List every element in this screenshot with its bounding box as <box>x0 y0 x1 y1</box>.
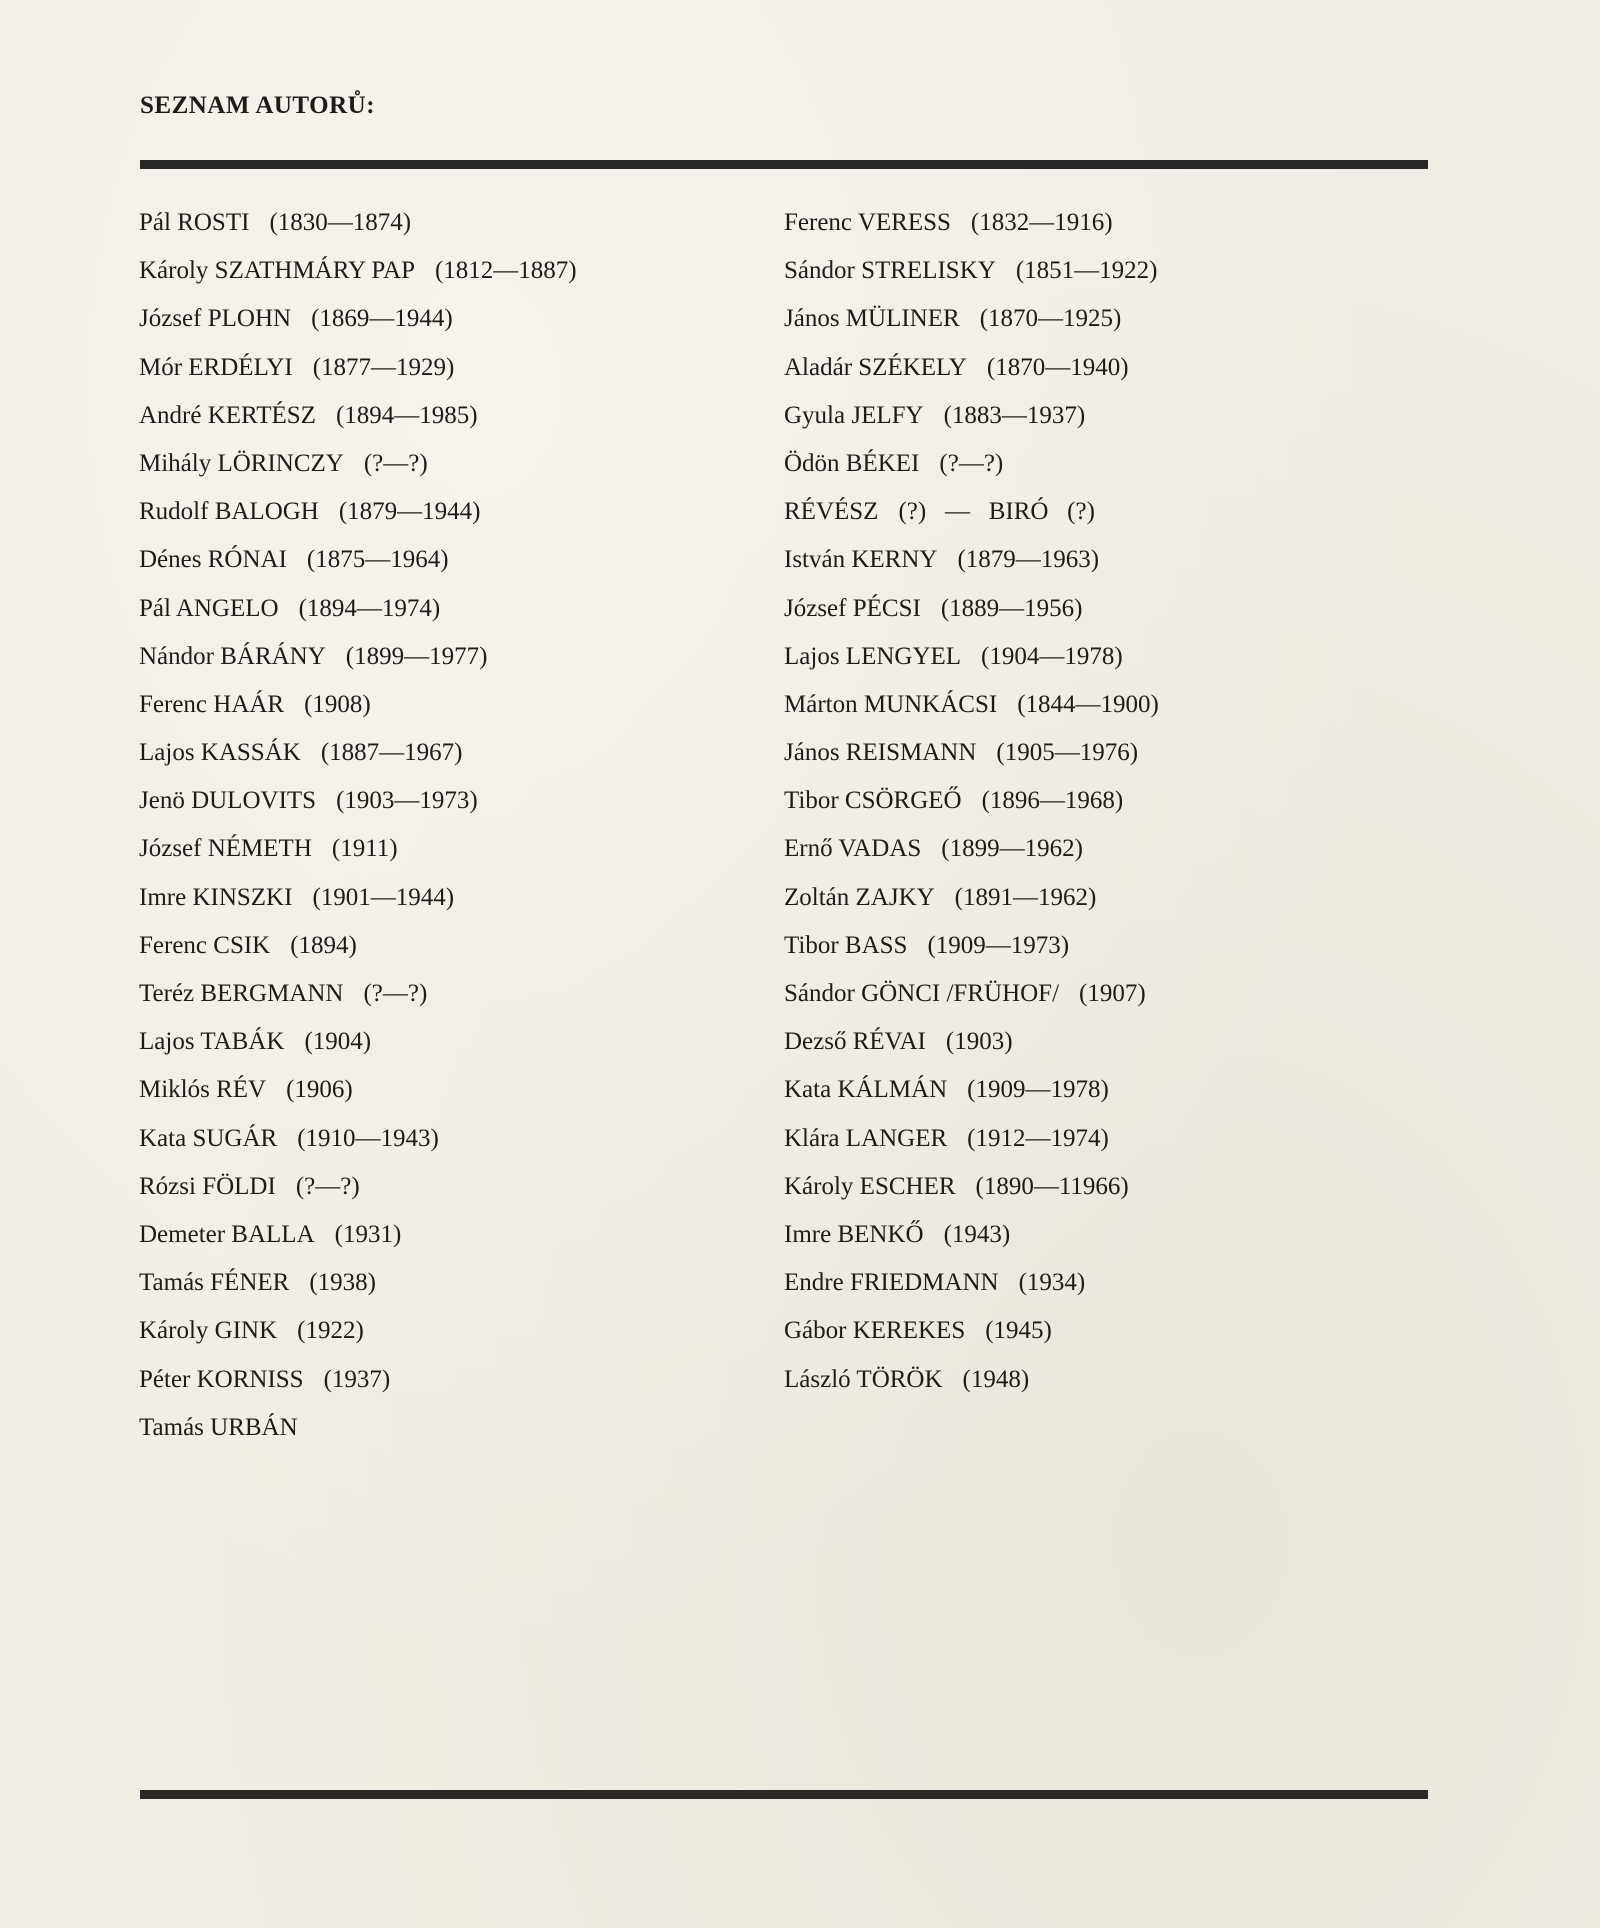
author-years: (1906) <box>286 1076 353 1104</box>
author-entry <box>139 1211 577 1259</box>
author-years: (1899—1977) <box>345 642 488 670</box>
author-name: Ferenc HAÁR <box>139 690 285 718</box>
author-name: Dénes RÓNAI <box>139 546 287 574</box>
author-entry <box>784 825 1159 873</box>
author-years: (?—?) <box>363 980 428 1007</box>
author-list-right <box>784 199 1159 1404</box>
author-entry <box>139 344 577 392</box>
author-name: Ferenc VERESS <box>784 209 951 236</box>
author-years: (1894—1985) <box>335 401 478 429</box>
author-years: (1844—1900) <box>1017 690 1159 718</box>
author-years: (1870—1940) <box>986 353 1129 381</box>
author-years: (?—?) <box>295 1172 360 1200</box>
author-name: Kata SUGÁR <box>139 1124 278 1152</box>
author-entry <box>784 440 1159 488</box>
author-years: (1830—1874) <box>269 209 412 236</box>
author-name: József PLOHN <box>139 305 292 333</box>
bottom-divider <box>140 1790 1428 1799</box>
author-years: (1869—1944) <box>311 305 453 333</box>
author-years: (1903) <box>945 1028 1013 1056</box>
author-years: (1905—1976) <box>996 739 1139 767</box>
author-years: (?—?) <box>363 449 428 477</box>
author-years: (1904—1978) <box>981 642 1123 670</box>
author-entry <box>139 585 577 633</box>
author-years: (?—?) <box>939 449 1004 477</box>
author-entry <box>784 1259 1159 1307</box>
author-entry <box>784 1163 1159 1211</box>
author-name: Imre BENKŐ <box>784 1220 924 1248</box>
author-entry <box>139 633 577 681</box>
author-years: (1877—1929) <box>312 353 455 381</box>
author-entry <box>139 1356 577 1404</box>
author-name: Péter KORNISS <box>139 1365 304 1393</box>
author-name: Lajos TABÁK <box>139 1028 285 1056</box>
author-name: János MÜLINER <box>784 305 960 333</box>
author-name: Gábor KEREKES <box>784 1317 966 1345</box>
author-name: Tamás URBÁN <box>139 1413 298 1441</box>
author-name: Károly SZATHMÁRY PAP <box>139 257 415 285</box>
author-years: (1903—1973) <box>336 787 478 815</box>
author-name: André KERTÉSZ <box>139 401 316 429</box>
author-entry <box>139 874 577 922</box>
author-name: József NÉMETH <box>139 835 312 863</box>
author-name: Dezső RÉVAI <box>784 1028 926 1056</box>
author-entry <box>784 344 1159 392</box>
author-name: Ferenc CSIK <box>139 931 271 959</box>
author-entry <box>139 1066 577 1114</box>
author-entry <box>784 633 1159 681</box>
page-title: SEZNAM AUTORŮ: <box>140 92 376 119</box>
author-years: (1911) <box>331 835 398 863</box>
author-name: Klára LANGER <box>784 1124 948 1152</box>
author-entry <box>139 536 577 584</box>
author-years: (1894—1974) <box>298 594 441 622</box>
author-entry <box>784 729 1159 777</box>
author-list-left <box>139 199 577 1452</box>
author-entry <box>784 585 1159 633</box>
author-entry <box>784 536 1159 584</box>
author-years: (1945) <box>985 1317 1052 1345</box>
author-entry <box>139 488 577 536</box>
author-years: (1948) <box>962 1365 1030 1393</box>
author-entry <box>784 295 1159 343</box>
author-name: Tibor CSÖRGEŐ <box>784 787 962 815</box>
author-entry <box>139 825 577 873</box>
author-entry <box>139 1018 577 1066</box>
author-entry <box>784 488 1159 536</box>
author-years: (1912—1974) <box>967 1124 1109 1152</box>
author-name: Demeter BALLA <box>139 1220 315 1248</box>
author-entry <box>784 1356 1159 1404</box>
author-years: (1883—1937) <box>943 401 1086 429</box>
author-name: Mór ERDÉLYI <box>139 353 293 381</box>
author-entry <box>139 247 577 295</box>
author-years: (1943) <box>943 1220 1011 1248</box>
author-name: Tamás FÉNER <box>139 1269 290 1297</box>
author-years: (1879—1944) <box>338 498 481 526</box>
author-years: (1870—1925) <box>979 305 1122 333</box>
author-name: Károly ESCHER <box>784 1172 956 1200</box>
author-name: Endre FRIEDMANN <box>784 1269 999 1297</box>
author-years: (1901—1944) <box>312 883 455 911</box>
author-entry <box>139 295 577 343</box>
author-name: Jenö DULOVITS <box>139 787 317 815</box>
author-years: (1879—1963) <box>957 546 1100 574</box>
top-divider <box>140 160 1428 169</box>
author-entry <box>139 729 577 777</box>
author-name: István KERNY <box>784 546 938 574</box>
author-name: Ernő VADAS <box>784 835 922 863</box>
author-entry <box>139 199 577 247</box>
author-entry <box>784 777 1159 825</box>
author-entry <box>784 874 1159 922</box>
author-years: (1909—1978) <box>967 1076 1109 1104</box>
author-entry <box>784 1307 1159 1355</box>
author-name: Pál ROSTI <box>139 209 250 236</box>
author-entry <box>784 922 1159 970</box>
author-name: RÉVÉSZ <box>784 498 879 526</box>
author-years: (1899—1962) <box>941 835 1083 863</box>
author-name: Ödön BÉKEI <box>784 449 920 477</box>
author-years: (1934) <box>1018 1269 1086 1297</box>
author-name: Sándor GÖNCI /FRÜHOF/ <box>784 980 1060 1007</box>
author-name: Rudolf BALOGH <box>139 498 319 526</box>
author-years: (1922) <box>297 1317 364 1345</box>
author-name: Sándor STRELISKY <box>784 257 996 285</box>
author-years: (1907) <box>1079 980 1146 1007</box>
author-years: (1910—1943) <box>297 1124 439 1152</box>
author-years: (1812—1887) <box>434 257 577 285</box>
author-years: (1931) <box>334 1220 402 1248</box>
author-entry <box>784 1115 1159 1163</box>
author-entry <box>784 1211 1159 1259</box>
author-years: (1890—11966) <box>975 1172 1129 1200</box>
author-entry <box>784 681 1159 729</box>
author-name: Aladár SZÉKELY <box>784 353 967 381</box>
author-years: (1894) <box>290 931 357 959</box>
author-name: János REISMANN <box>784 739 977 767</box>
author-years: (1908) <box>304 690 371 718</box>
author-name: Miklós RÉV <box>139 1076 267 1104</box>
author-name: Mihály LÖRINCZY <box>139 449 344 477</box>
author-years: (1937) <box>323 1365 391 1393</box>
author-name: Rózsi FÖLDI <box>139 1172 276 1200</box>
author-entry <box>139 392 577 440</box>
author-entry <box>139 1115 577 1163</box>
author-years: (1887—1967) <box>320 739 463 767</box>
author-entry <box>139 922 577 970</box>
author-years: (1832—1916) <box>970 209 1113 236</box>
author-years: (?) — BIRÓ (?) <box>898 498 1095 526</box>
author-entry <box>784 970 1159 1018</box>
author-entry <box>139 970 577 1018</box>
author-entry <box>139 440 577 488</box>
author-entry <box>139 681 577 729</box>
author-entry <box>139 1404 577 1452</box>
author-name: Zoltán ZAJKY <box>784 883 935 911</box>
author-years: (1851—1922) <box>1015 257 1158 285</box>
author-name: József PÉCSI <box>784 594 921 622</box>
author-name: Márton MUNKÁCSI <box>784 690 998 718</box>
author-name: Nándor BÁRÁNY <box>139 642 326 670</box>
author-entry <box>784 247 1159 295</box>
author-entry <box>139 1259 577 1307</box>
author-entry <box>139 777 577 825</box>
author-years: (1904) <box>304 1028 372 1056</box>
author-entry <box>784 1018 1159 1066</box>
author-name: Gyula JELFY <box>784 401 924 429</box>
author-name: Lajos LENGYEL <box>784 642 962 670</box>
author-name: László TÖRÖK <box>784 1365 943 1393</box>
author-entry <box>784 1066 1159 1114</box>
author-years: (1896—1968) <box>981 787 1124 815</box>
author-years: (1891—1962) <box>954 883 1097 911</box>
author-entry <box>784 199 1159 247</box>
author-years: (1938) <box>309 1269 376 1297</box>
author-name: Pál ANGELO <box>139 594 279 622</box>
author-name: Károly GINK <box>139 1317 278 1345</box>
author-entry <box>139 1307 577 1355</box>
author-name: Lajos KASSÁK <box>139 739 301 767</box>
author-years: (1909—1973) <box>927 931 1070 959</box>
author-name: Kata KÁLMÁN <box>784 1076 948 1104</box>
author-name: Teréz BERGMANN <box>139 980 344 1007</box>
author-years: (1875—1964) <box>306 546 449 574</box>
author-years: (1889—1956) <box>940 594 1083 622</box>
author-entry <box>139 1163 577 1211</box>
author-entry <box>784 392 1159 440</box>
author-name: Imre KINSZKI <box>139 883 293 911</box>
author-name: Tibor BASS <box>784 931 908 959</box>
